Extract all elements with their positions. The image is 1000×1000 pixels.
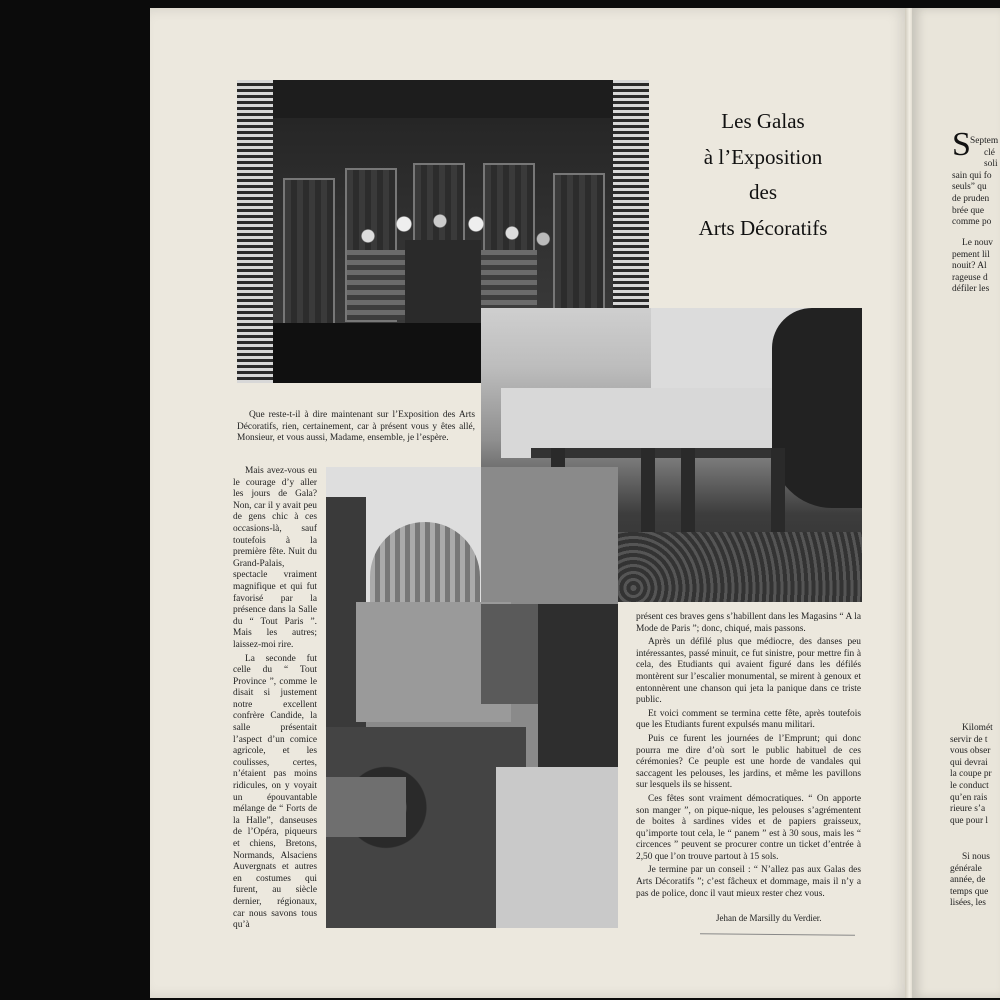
- paragraph: La seconde fut celle du “ Tout Province ”, comme le disait si justement notre excellent confrère Candide, la salle présentait l’aspect d’un comice agricole, et les coulisses, certes, n’étaient pas moins ridicules, on y voyait un épouvantable mélange de “ Forts de la Halle”, danseuses de l’Opéra, piqueurs et chiens, Bretons, Normands, Alsaciens Auvergnats et autres en costumes qui furent, au siècle dernier, régionaux, car nous savons tous qu’à: [233, 653, 317, 931]
- next-page-line: soli: [984, 159, 998, 170]
- next-page-line: générale: [950, 863, 982, 874]
- title-line: à l’Exposition: [703, 144, 823, 169]
- next-page-line: seuls” qu: [952, 182, 987, 193]
- next-page-line: rageuse d: [952, 272, 988, 283]
- paragraph: Je termine par un conseil : “ N’allez pas aux Galas des Arts Décoratifs ”; c’est fâcheux et dommage, mais il n’y a pas de police, donc il vaut mieux rester chez vous.: [636, 865, 861, 899]
- next-page-line: la coupe pr: [950, 769, 992, 780]
- drop-cap: S: [952, 126, 971, 163]
- next-page-line: temps que: [950, 886, 989, 897]
- paragraph: Ces fêtes sont vraiment démocratiques. “ On apporte son manger ”, on pique-nique, les pelouses s’agrémentent de boites à sardines vides et de papiers graisseux, qu’importe tout cela, le “ panem ” est à 30 sous, mais les “ circences ” peuvent se procurer contre un ticket d’entrée à 2,50 que l’on trouve partout à 15 sols.: [636, 793, 861, 862]
- next-page-line: sain qui fo: [952, 170, 992, 181]
- next-page-line: rieure s’a: [950, 804, 986, 815]
- background-building: [481, 604, 538, 704]
- curtain-left: [237, 80, 273, 383]
- pergola-beam: [531, 448, 781, 458]
- next-page-line: pement lil: [952, 249, 990, 260]
- next-page-line: comme po: [952, 217, 992, 228]
- title-line: Les Galas: [721, 109, 805, 133]
- next-page-line: Si nous: [962, 852, 990, 862]
- garden-path: [496, 767, 618, 928]
- pond: [326, 777, 406, 837]
- paragraph: Et voici comment se termina cette fête, après toutefois que les Etudiants furent expulsés manu militari.: [636, 708, 861, 731]
- stage-proscenium: [273, 80, 613, 118]
- next-page-line: clé: [984, 147, 995, 158]
- next-page-line: Kilomét: [962, 723, 993, 733]
- next-page-line: vous obser: [950, 746, 991, 757]
- next-page-line: qui devrai: [950, 757, 988, 768]
- next-page-line: que pour l: [950, 815, 989, 826]
- paragraph: Que reste-t-il à dire maintenant sur l’Exposition des Arts Décoratifs, rien, certainement, car à présent vous y êtes allé, Monsieur, et vous aussi, Madame, ensemble, je l’espère.: [237, 410, 475, 444]
- stage-panel: [283, 178, 335, 332]
- narrow-column: [233, 466, 317, 934]
- next-page-line: brée que: [952, 205, 985, 216]
- next-page-line: qu’en rais: [950, 792, 988, 803]
- garden-pavilion-photo: [326, 467, 618, 928]
- title-line: des: [749, 180, 777, 204]
- author-signature: Jehan de Marsilly du Verdier.: [716, 913, 822, 923]
- middle-column: [636, 612, 861, 902]
- next-page-line: le conduct: [950, 781, 989, 791]
- intro-paragraph: [237, 410, 475, 447]
- title-line: Arts Décoratifs: [698, 215, 828, 240]
- paragraph: présent ces braves gens s’habillent dans les Magasins “ A la Mode de Paris ”; donc, chiqué, mais passons.: [636, 612, 861, 634]
- next-page-line: Le nouv: [962, 238, 993, 248]
- paragraph: Mais avez-vous eu le courage d’y aller les jours de Gala? Non, car il y avait peu de gens chic à ces occasions-là, sauf toutefois à la première fête. Nuit du Grand-Palais, spectacle vraiment magnifique et qui fut favorisé par la présence dans la Salle du “ Tout Paris ”. Mais les autres; laissez-moi rire.: [233, 466, 317, 650]
- next-page-line: nouit? Al: [952, 261, 987, 272]
- next-page-line: année, de: [950, 875, 986, 886]
- next-page-line: lisées, les: [950, 898, 986, 909]
- next-page-line: de pruden: [952, 194, 990, 204]
- paragraph: Puis ce furent les journées de l’Emprunt; qui donc pourra me dire d’où sort le public habituel de ces cérémonies? Ce peuple est une horde de vandales qui saccagent les pelouses, les jardins, et même les pavillons sur lesquels ils se hissent.: [636, 733, 861, 791]
- paragraph: Après un défilé plus que médiocre, des danses peu intéressantes, passé minuit, ce fut sinistre, pour mettre fin à cela, des Etudiants qui avaient figuré dans les défilés montèrent sur l’escalier monumental, se mirent à genoux et entonnèrent une chanson qui jeta la panique dans ce triste public.: [636, 637, 861, 706]
- next-page-line: défiler les: [952, 284, 990, 295]
- next-page-line: servir de t: [950, 734, 988, 745]
- article-title: [672, 104, 854, 246]
- next-page-line: Septem: [970, 136, 999, 146]
- tree: [772, 308, 862, 508]
